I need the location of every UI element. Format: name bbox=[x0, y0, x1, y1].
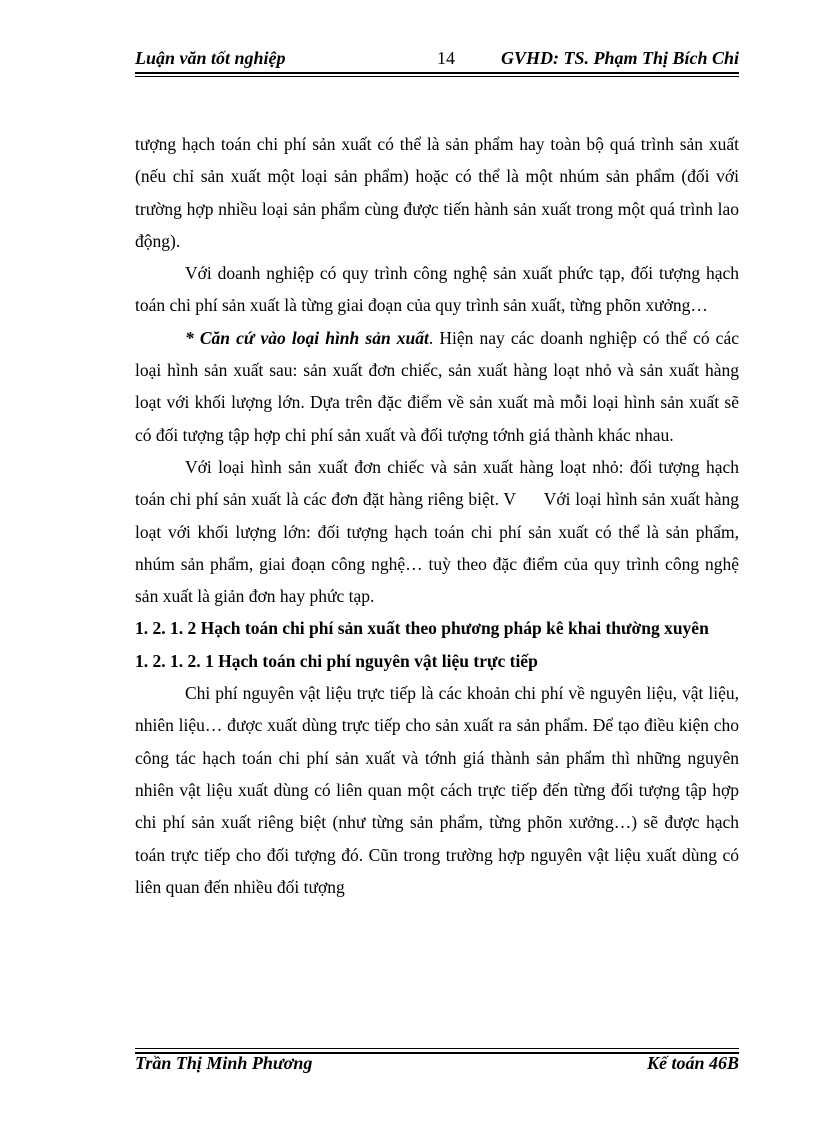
paragraph: Chi phí nguyên vật liệu trực tiếp là các khoản chi phí về nguyên liệu, vật liệu, nhiên liệu… được xuất dùng trực tiếp cho sản xuất ra sản phẩm. Để tạo điều kiện cho công tác hạch toán chi phí sản xuất và tớnh giá thành sản phẩm thì những nguyên nhiên vật liệu xuất dùng có liên quan một cách trực tiếp đến từng đối tượng tập hợp chi phí sản xuất riêng biệt (như từng sản phẩm, từng phõn xưởng…) sẽ được hạch toán trực tiếp cho đối tượng đó. Cũn trong trường hợp nguyên vật liệu xuất dùng có liên quan đến nhiều đối tượng bbox=[135, 683, 739, 897]
footer-author: Trần Thị Minh Phương bbox=[135, 1053, 313, 1073]
paragraph: Với doanh nghiệp có quy trình công nghệ sản xuất phức tạp, đối tượng hạch toán chi phí sản xuất là từng giai đoạn của quy trình sản xuất, từng phõn xưởng… bbox=[135, 263, 739, 316]
footer-class: Kế toán 46B bbox=[646, 1053, 739, 1073]
section-heading: 1. 2. 1. 2 Hạch toán chi phí sản xuất theo phương pháp kê khai thường xuyên bbox=[135, 618, 709, 639]
footer-rule-thin bbox=[135, 1048, 739, 1049]
header-supervisor: GVHD: TS. Phạm Thị Bích Chi bbox=[500, 48, 739, 68]
page-footer bbox=[135, 1053, 739, 1077]
page-header bbox=[135, 48, 739, 72]
header-rule bbox=[135, 72, 739, 74]
paragraph-lead: * Căn cứ vào loại hình sản xuất bbox=[185, 327, 429, 348]
header-title: Luận văn tốt nghiệp bbox=[135, 48, 286, 68]
page-number: 14 bbox=[437, 48, 455, 68]
document-body bbox=[135, 128, 744, 903]
paragraph: Với loại hình sản xuất đơn chiếc và sản xuất hàng loạt nhỏ: đối tượng hạch toán chi phí sản xuất là các đơn đặt hàng riêng biệt. V Với loại hình sản xuất hàng loạt với khối lượng lớn: đối tượng hạch toán chi phí sản xuất có thể là sản phẩm, nhúm sản phẩm, giai đoạn công nghệ… tuỳ theo đặc điểm của quy trình công nghệ sản xuất là giản đơn hay phức tạp. bbox=[135, 456, 744, 607]
paragraph-text: . Hiện nay các doanh nghiệp có thể có các loại hình sản xuất sau: sản xuất đơn chiếc, sản xuất hàng loạt nhỏ và sản xuất hàng loạt với khối lượng lớn. Dựa trên đặc điểm về sản xuất mà mỗi loại hình sản xuất sẽ có đối tượng tập hợp chi phí sản xuất và đối tượng tớnh giá thành khác nhau. bbox=[135, 327, 739, 445]
subsection-heading: 1. 2. 1. 2. 1 Hạch toán chi phí nguyên vật liệu trực tiếp bbox=[135, 650, 538, 671]
paragraph bbox=[135, 322, 739, 451]
paragraph: tượng hạch toán chi phí sản xuất có thể là sản phẩm hay toàn bộ quá trình sản xuất (nếu chỉ sản xuất một loại sản phẩm) hoặc có thể là một nhúm sản phẩm (đối với trường hợp nhiều loại sản phẩm cùng được tiến hành sản xuất trong một quá trình lao động). bbox=[135, 134, 739, 251]
header-rule-thin bbox=[135, 76, 739, 77]
